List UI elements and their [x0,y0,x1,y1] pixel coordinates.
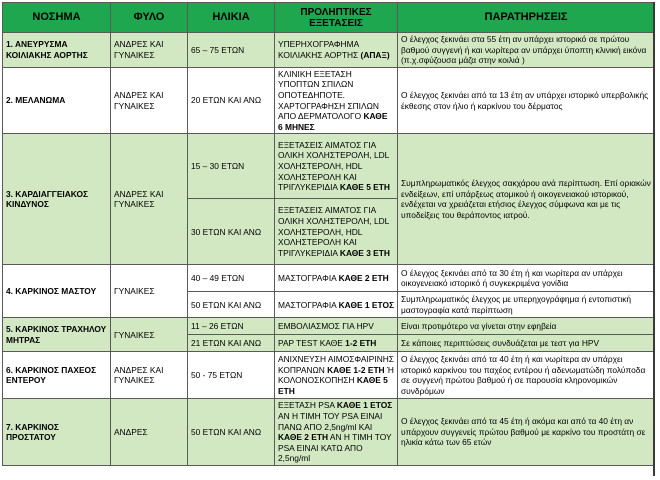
note-cell: Ο έλεγχος ξεκινάει στα 55 έτη αν υπάρχει ιστορικό σε πρώτου βαθμού συγγενή ή και νωρίτερα αν υπάρχει ύποπτη κλινική εικόνα (π.χ.σφύζουσα μάζα στην κοιλιά ) [398,33,655,68]
header-notes: ΠΑΡΑΤΗΡΗΣΕΙΣ [398,3,655,33]
exam-text: ΕΞΕΤΑΣΕΙΣ ΑΙΜΑΤΟΣ ΓΙΑ ΟΛΙΚΗ ΧΟΛΗΣΤΕΡΟΛΗ, LDL ΧΟΛΗΣΤΕΡΟΛΗ, HDL ΧΟΛΗΣΤΕΡΟΛΗ ΚΑΙ ΤΡΙΓΛΥΚΕΡΙΔΙΑ [278,205,390,258]
exam-cell [275,399,398,466]
age-cell: 30 ΕΤΩΝ ΚΑΙ ΑΝΩ [188,199,275,265]
exam-frequency: (ΑΠΑΞ) [360,49,390,60]
table-row [3,265,655,292]
disease-cell: 3. ΚΑΡΔΙΑΓΓΕΙΑΚΟΣ ΚΙΝΔΥΝΟΣ [3,134,111,265]
note-cell: Συμπληρωματικός έλεγχος με υπερηχογράφημα ή εντοπιστική μαστογραφία κατά περίπτωση [398,292,655,318]
exam-frequency: ΚΑΘΕ 1 ΕΤΟΣ [338,299,394,310]
note-cell: Ο έλεγχος ξεκινάει από τα 30 έτη ή και νωρίτερα αν υπάρχει οικογενειακό ιστορικό ή συγκεκριμένα γονίδια [398,265,655,292]
table-row [3,33,655,68]
exam-text: ΜΑΣΤΟΓΡΑΦΙΑ [278,273,339,284]
table-row [3,352,655,399]
right-edge-rule [653,2,655,476]
exam-text: ΑΝΙΧΝΕΥΣΗ ΑΙΜΟΣΦΑΙΡΙΝΗΣ ΚΟΠΡΑΝΩΝ [278,354,394,375]
note-cell: Ο έλεγχος ξεκινάει από τα 45 έτη ή ακόμα και από τα 40 έτη αν υπάρχουν συγγενείς πρώτου βαθμού με καρκίνο του προστάτη σε ηλικία κάτω των 65 ετών [398,399,655,466]
header-row [3,3,655,33]
age-cell: 50 ΕΤΩΝ ΚΑΙ ΑΝΩ [188,292,275,318]
exam-cell [275,352,398,399]
sex-cell: ΑΝΔΡΕΣ [111,399,188,466]
exam-frequency: ΚΑΘΕ 6 ΜΗΝΕΣ [278,111,388,132]
exam-text: ΑΝ Η ΤΙΜΗ ΤΟΥ PSA ΕΙΝΑΙ ΠΑΝΩ ΑΠΟ 2,5ng/ml ΚΑΙ [278,410,383,432]
exam-cell [275,134,398,199]
exam-text: ΚΛΙΝΙΚΗ ΕΞΕΤΑΣΗ ΥΠΟΠΤΩΝ ΣΠΙΛΩΝ ΟΠΟΤΕΔΗΠΟΤΕ. ΧΑΡΤΟΓΡΑΦΗΣΗ ΣΠΙΛΩΝ ΑΠΟ ΔΕΡΜΑΤΟΛΟΓΟ [278,68,379,122]
exam-cell [275,265,398,292]
sex-cell: ΑΝΔΡΕΣ ΚΑΙ ΓΥΝΑΙΚΕΣ [111,67,188,134]
exam-frequency: ΚΑΘΕ 3 ΕΤΗ [339,247,390,258]
age-cell: 20 ΕΤΩΝ ΚΑΙ ΑΝΩ [188,67,275,134]
header-disease: ΝΟΣΗΜΑ [3,3,111,33]
sex-cell: ΓΥΝΑΙΚΕΣ [111,318,188,352]
screening-table [2,2,655,466]
table-row [3,399,655,466]
disease-cell: 4. ΚΑΡΚΙΝΟΣ ΜΑΣΤΟΥ [3,265,111,318]
note-cell: Είναι προτιμότερο να γίνεται στην εφηβεία [398,318,655,335]
exam-cell [275,33,398,68]
age-cell: 50 ΕΤΩΝ ΚΑΙ ΑΝΩ [188,399,275,466]
note-cell: Ο έλεγχος ξεκινάει από τα 13 έτη αν υπάρχει ιστορικό υπερβολικής έκθεσης στον ήλιο ή καρκίνου του δέρματος [398,67,655,134]
header-sex: ΦΥΛΟ [111,3,188,33]
exam-frequency: 1-2 ΕΤΗ [345,338,377,349]
exam-text: ΑΝ Η ΤΙΜΗ ΤΟΥ PSA ΕΙΝΑΙ ΚΑΤΩ ΑΠΟ 2,5ng/ml [278,432,392,464]
age-cell: 65 – 75 ΕΤΩΝ [188,33,275,68]
note-cell: Σε κάποιες περιπτώσεις συνδυάζεται με τεστ για HPV [398,335,655,352]
sex-cell: ΑΝΔΡΕΣ ΚΑΙ ΓΥΝΑΙΚΕΣ [111,33,188,68]
age-cell: 40 – 49 ΕΤΩΝ [188,265,275,292]
sex-cell: ΑΝΔΡΕΣ ΚΑΙ ΓΥΝΑΙΚΕΣ [111,352,188,399]
exam-cell [275,67,398,134]
age-cell: 50 - 75 ΕΤΩΝ [188,352,275,399]
exam-frequency: ΚΑΘΕ 5 ΕΤΗ [278,375,388,396]
exam-frequency: ΚΑΘΕ 2 ΕΤΗ [338,273,389,284]
disease-cell: 7. ΚΑΡΚΙΝΟΣ ΠΡΟΣΤΑΤΟΥ [3,399,111,466]
exam-text: PAP TEST ΚΑΘΕ [278,338,346,349]
disease-cell: 2. ΜΕΛΑΝΩΜΑ [3,67,111,134]
disease-cell: 6. ΚΑΡΚΙΝΟΣ ΠΑΧΕΟΣ ΕΝΤΕΡΟΥ [3,352,111,399]
screening-table-frame [2,2,654,476]
exam-frequency: ΚΑΘΕ 2 ΕΤΗ [278,432,329,443]
exam-frequency: ΚΑΘΕ 5 ΕΤΗ [339,182,390,193]
exam-cell: ΕΜΒΟΛΙΑΣΜΟΣ ΓΙΑ HPV [275,318,398,335]
table-row [3,134,655,199]
exam-frequency: ΚΑΘΕ 1-2 ΕΤΗ [327,364,385,375]
exam-cell [275,335,398,352]
header-exams: ΠΡΟΛΗΠΤΙΚΕΣ ΕΞΕΤΑΣΕΙΣ [275,3,398,33]
sex-cell: ΑΝΔΡΕΣ ΚΑΙ ΓΥΝΑΙΚΕΣ [111,134,188,265]
age-cell: 21 ΕΤΩΝ ΚΑΙ ΑΝΩ [188,335,275,352]
table-row [3,67,655,134]
exam-text: ΕΞΕΤΑΣΗ PSA [278,400,337,411]
table-row [3,318,655,335]
disease-cell: 5. ΚΑΡΚΙΝΟΣ ΤΡΑΧΗΛΟΥ ΜΗΤΡΑΣ [3,318,111,352]
exam-text: Ή ΚΟΛΟΝΟΣΚΟΠΗΣΗ [278,364,394,386]
exam-cell [275,292,398,318]
age-cell: 11 – 26 ΕΤΩΝ [188,318,275,335]
sex-cell: ΓΥΝΑΙΚΕΣ [111,265,188,318]
note-cell: Ο έλεγχος ξεκινάει από τα 40 έτη ή και νωρίτερα αν υπάρχει ιστορικό καρκίνου του παχέος εντέρου ή αδενωματώδη πολύποδα σε συγγενή πρώτου βαθμού ή σε παρουσία κληρονομικών συνδρόμων [398,352,655,399]
exam-frequency: ΚΑΘΕ 1 ΕΤΟΣ [336,400,393,411]
exam-text: ΥΠΕΡΗΧΟΓΡΑΦΗΜΑ ΚΟΙΛΙΑΚΗΣ ΑΟΡΤΗΣ [278,39,361,60]
age-cell: 15 – 30 ΕΤΩΝ [188,134,275,199]
note-cell: Συμπληρωματικός έλεγχος σακχάρου ανά περίπτωση. Επί οριακών ενδείξεων, επί υπάρξεως ατομικού ή οικογενειακού ιστορικού, ενδέχεται να χρειάζεται ετήσιος έλεγχος σύμφωνα και με τις υποδείξεις του θεράποντος ιατρού. [398,134,655,265]
exam-text: ΕΞΕΤΑΣΕΙΣ ΑΙΜΑΤΟΣ ΓΙΑ ΟΛΙΚΗ ΧΟΛΗΣΤΕΡΟΛΗ, LDL ΧΟΛΗΣΤΕΡΟΛΗ, HDL ΧΟΛΗΣΤΕΡΟΛΗ ΚΑΙ ΤΡΙΓΛΥΚΕΡΙΔΙΑ [278,139,390,193]
exam-text: ΜΑΣΤΟΓΡΑΦΙΑ [278,299,339,310]
header-age: ΗΛΙΚΙΑ [188,3,275,33]
exam-cell [275,199,398,265]
disease-cell: 1. ΑΝΕΥΡΥΣΜΑ ΚΟΙΛΙΑΚΗΣ ΑΟΡΤΗΣ [3,33,111,68]
